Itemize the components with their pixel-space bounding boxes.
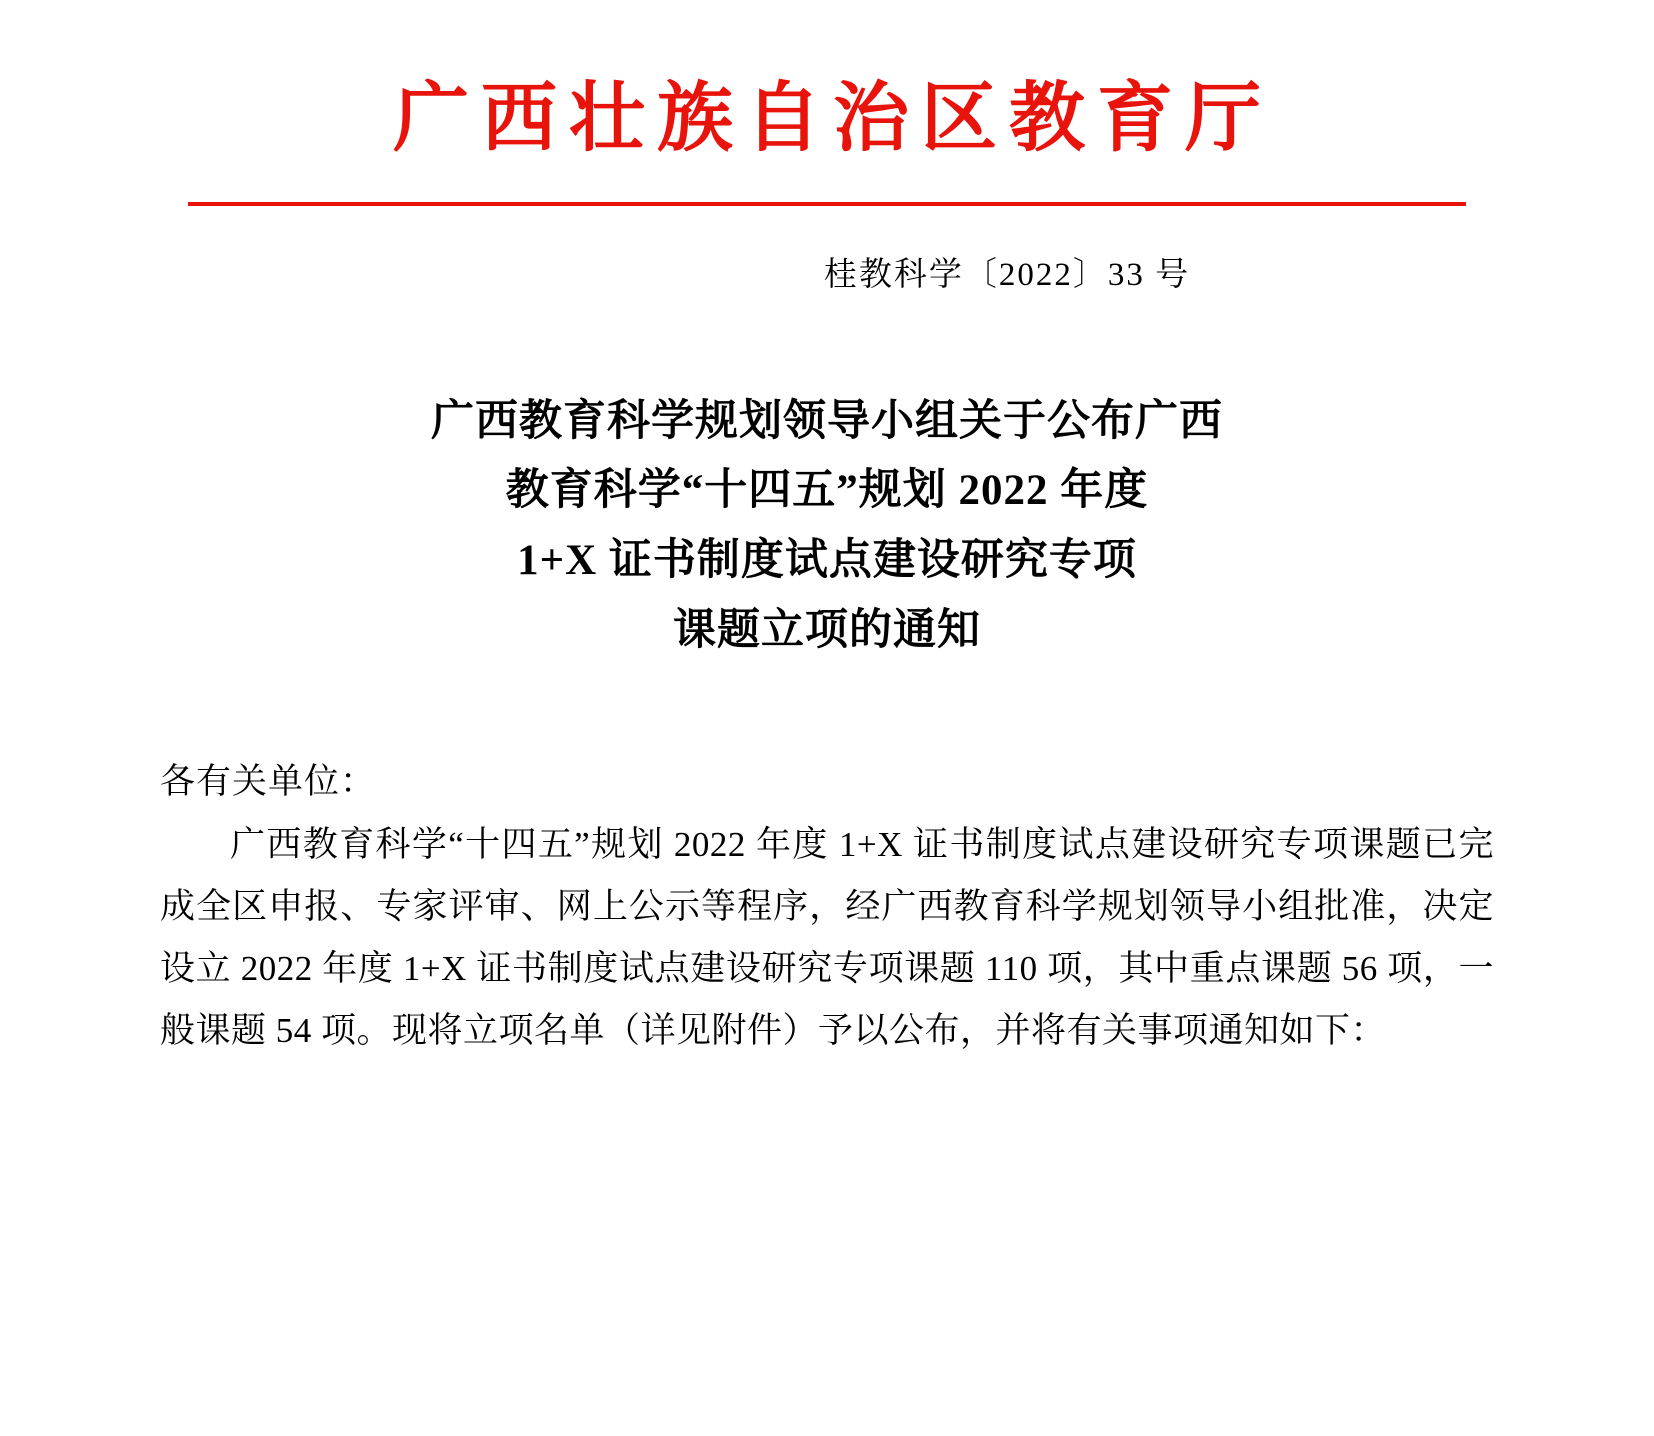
document-number-row [160,248,1494,295]
title-line-2: 教育科学“十四五”规划 2022 年度 [505,467,1149,515]
salutation: 各有关单位： [160,762,377,802]
title-line-1: 广西教育科学规划领导小组关于公布广西 [431,397,1223,445]
letterhead-red-rule [188,202,1466,206]
document-body [160,751,1494,1062]
body-paragraph-1: 广西教育科学“十四五”规划 2022 年度 1+X 证书制度试点建设研究专项课题已完成全区申报、专家评审、网上公示等程序，经广西教育科学规划领导小组批准，决定设立 2022 年度 1+X 证书制度试点建设研究专项课题 110 项，其中重点课题 56 项，一般课题 54 项。现将立项名单（详见附件）予以公布，并将有关事项通知如下： [160,824,1494,1051]
letterhead [160,0,1494,206]
title-line-3: 1+X 证书制度试点建设研究专项 [517,536,1137,584]
issuing-organization: 广西壮族自治区教育厅 [393,77,1273,161]
title-line-4: 课题立项的通知 [673,606,981,654]
document-number: 桂教科学〔2022〕33 号 [823,256,1191,293]
document-title [160,387,1494,666]
